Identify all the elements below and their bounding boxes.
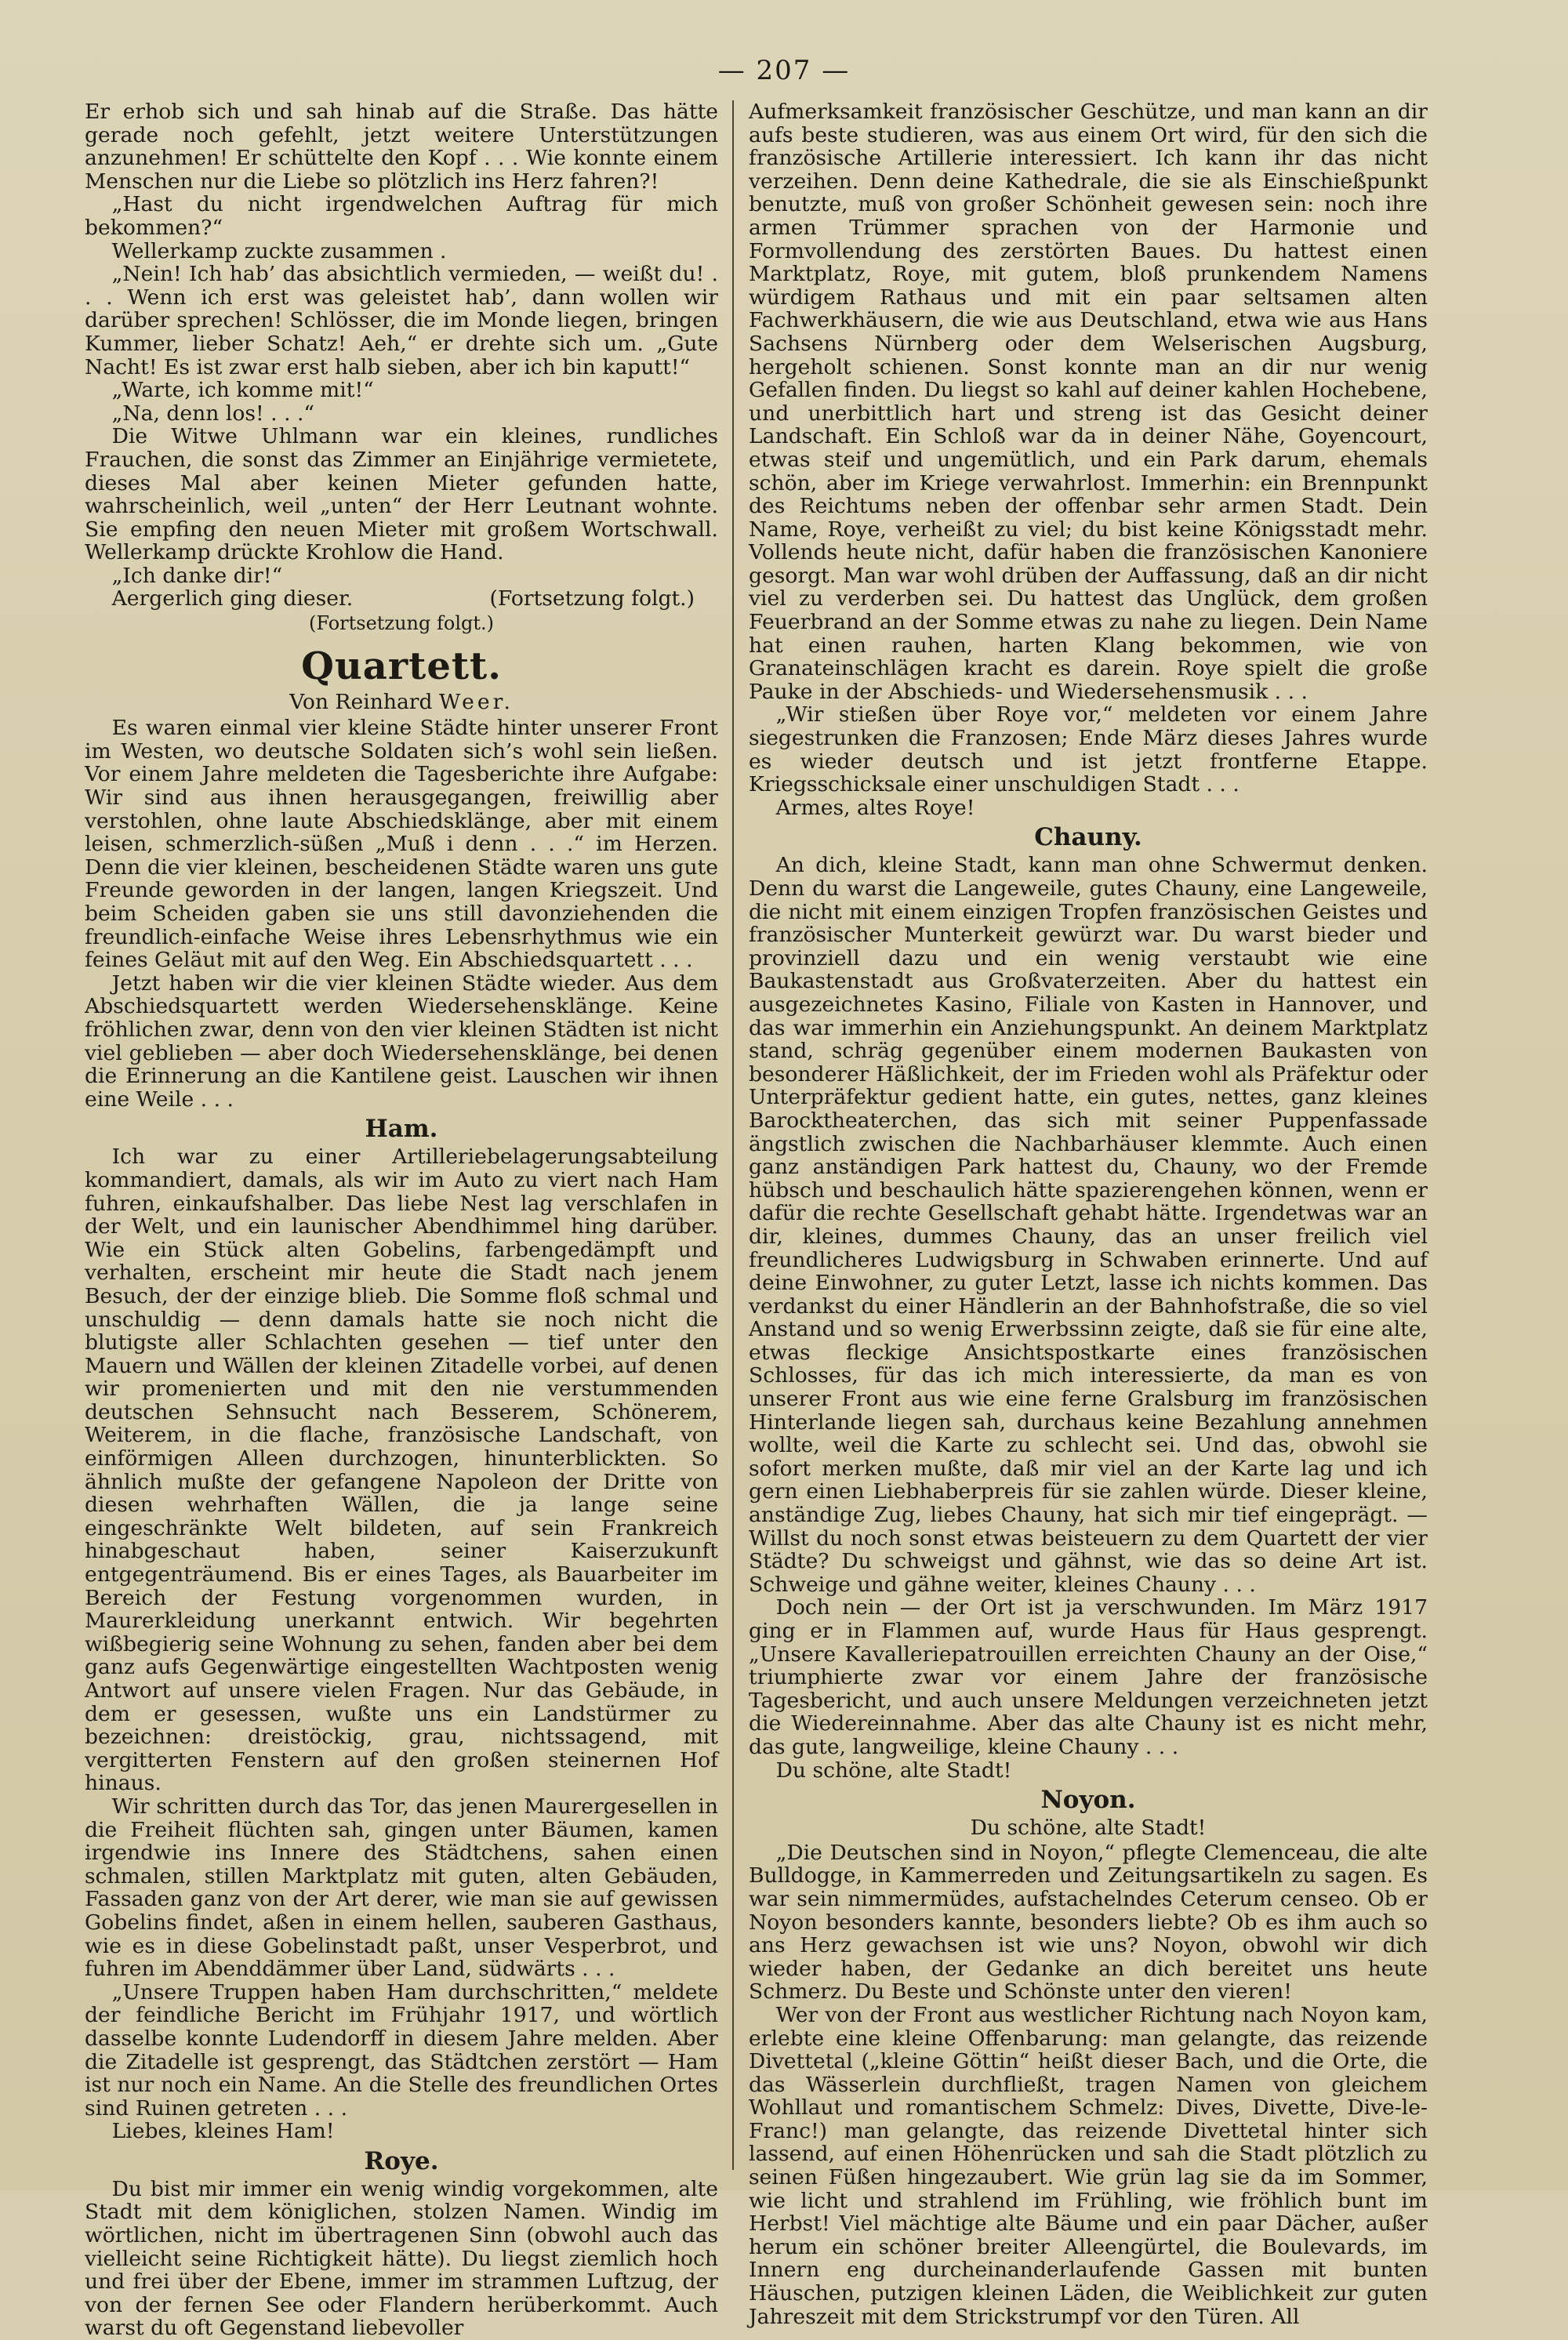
paragraph: „Ich danke dir!“ (111, 563, 283, 588)
paragraph: An dich, kleine Stadt, kann man ohne Schwermut denken. Denn du warst die Langeweile, gutes Chauny, eine Langeweile, die nicht mit einem einzigen Tropfen französischen Geistes und französischer Munterkeit gewürzt war. Du warst bieder und provinziell dazu und ein wenig verstaubt wie eine Baukastenstadt aus Großvaterzeiten. Aber du hattest ein ausgezeichnetes Kasino, Filiale von Kasten in Hannover, und das war immerhin ein Anziehungspunkt. An deinem Marktplatz stand, schräg gegenüber einem modernen Baukasten von besonderer Häßlichkeit, der im Frieden wohl als Präfektur oder Unterpräfektur gedient hatte, ein gutes, nettes, ganz kleines Barocktheaterchen, das sich mit seiner Puppenfassade ängstlich zwischen die Nachbarhäuser klemmte. Auch einen ganz anständigen Park hattest du, Chauny, wo der Fremde hübsch und beschaulich hätte spazierengehen können, wenn er dafür die rechte Gesellschaft gehabt hätte. Irgendetwas war an dir, kleines, dummes Chauny, das an unser freilich viel freundlicheres Ludwigsburg in Schwaben erinnerte. Und auf deine Einwohner, zu guter Letzt, lasse ich nichts kommen. Das verdankst du einer Händlerin an der Bahnhofstraße, die so viel Anstand und so wenig Erwerbssinn zeigte, daß sie für eine alte, etwas fleckige Ansichtspostkarte eines französischen Schlosses, für das ich mich interessierte, da man es von unserer Front aus wie eine ferne Gralsburg im französischen Hinterlande liegen sah, durchaus keine Bezahlung annehmen wollte, weil die Karte zu schlecht sei. Und das, obwohl sie sofort merken mußte, daß mir viel an der Karte lag und ich gern einen Liebhaberpreis für sie zahlen würde. Dieser kleine, anständige Zug, liebes Chauny, hat sich mir tief eingeprägt. — Willst du noch sonst etwas beisteuern zu dem Quartett der vier Städte? Du schweigst und gähnst, wie das so deine Art ist. Schweige und gähne weiter, kleines Chauny . . . (749, 853, 1428, 1597)
paragraph: Doch nein — der Ort ist ja verschwunden. Im März 1917 ging er in Flammen auf, wurde Haus für Haus gesprengt. „Unsere Kavalleriepatrouillen erreichten Chauny an der Oise,“ triumphierte zwar vor einem Jahre der französische Tagesbericht, und auch unsere Meldungen verzeichneten jetzt die Wiedereinnahme. Aber das alte Chauny ist es nicht mehr, das gute, langweilige, kleine Chauny . . . (749, 1595, 1428, 1759)
paragraph: Es waren einmal vier kleine Städte hinter unserer Front im Westen, wo deutsche Soldaten sich’s wohl sein ließen. Vor einem Jahre meldeten die Tagesberichte ihre Aufgabe: Wir sind aus ihnen herausgegangen, freiwillig aber verstohlen, ohne laute Abschiedsklänge, aber mit einem leisen, schmerzlich-süßen „Muß i denn . . .“ im Herzen. Denn die vier kleinen, bescheidenen Städte waren uns gute Freunde geworden in der langen, langen Kriegszeit. Und beim Scheiden gaben sie uns still davonziehenden die freundlich-einfache Weise ihres Lebensrhythmus wie ein feines Geläut mit auf den Weg. Ein Abschiedsquartett . . . (85, 716, 718, 973)
paragraph: Du bist mir immer ein wenig windig vorgekommen, alte Stadt mit dem königlichen, stolzen Namen. Windig im wörtlichen, nicht im übertragenen Sinn (obwohl auch das vielleicht seine Richtigkeit hätte). Du liegst ziemlich hoch und frei über der Ebene, immer im strammen Luftzug, der von der fernen See oder Flandern herüberkommt. Auch warst du oft Gegenstand liebevoller (85, 2176, 718, 2340)
paragraph: „Nein! Ich hab’ das absichtlich vermieden, — weißt du! . . . Wenn ich erst was geleistet hab’, dann wollen wir darüber sprechen! Schlösser, die im Monde liegen, bringen Kummer, lieber Schatz! Aeh,“ er drehte sich um. „Gute Nacht! Es ist zwar erst halb sieben, aber ich bin kaputt!“ (85, 262, 718, 379)
paragraph: Die Witwe Uhlmann war ein kleines, rundliches Frauchen, die sonst das Zimmer an Einjährige vermietete, dieses Mal aber keinen Mieter gefunden hatte, wahrscheinlich, weil „unten“ der Herr Leutnant wohnte. Sie empfing den neuen Mieter mit großem Wortschwall. Wellerkamp drückte Krohlow die Hand. (85, 424, 718, 565)
continuation-note: (Fortsetzung folgt.) (489, 586, 695, 611)
continuation-note-center: (Fortsetzung folgt.) (309, 612, 494, 635)
byline-name: Weer. (439, 689, 514, 714)
left-column (85, 100, 718, 2340)
paragraph: „Warte, ich komme mit!“ (111, 378, 374, 403)
paragraph: Wer von der Front aus westlicher Richtung nach Noyon kam, erlebte eine kleine Offenbarung: man gelangte, das reizende Divettetal („kleine Göttin“ heißt dieser Bach, und die Orte, die das Wässerlein durchfließt, tragen Namen von gleichem Wohllaut und romantischem Schmelz: Dives, Divette, Dive-le-Franc!) man gelangte, das reizende Divettetal hinter sich lassend, auf einen Höhenrücken und sah die Stadt plötzlich zu seinen Füßen hingezaubert. Wie grün lag sie da im Sommer, wie licht und strahlend im Frühling, wie fröhlich bunt im Herbst! Viel mächtige alte Bäume und ein paar Dächer, außer herum ein schöner breiter Alleengürtel, die Boulevards, im Innern eng durcheinanderlaufende Gassen mit bunten Häuschen, putzigen kleinen Läden, die Weiblichkeit zur guten Jahreszeit mit dem Strickstrumpf vor den Türen. All (749, 2002, 1428, 2329)
serial-closing-line (85, 587, 718, 611)
paragraph: Aufmerksamkeit französischer Geschütze, und man kann an dir aufs beste studieren, was aus einem Ort wird, für den sich die französische Artillerie interessiert. Ich kann ihr das nicht verzeihen. Denn deine Kathedrale, die sie als Einschießpunkt benutzte, muß von großer Schönheit gewesen sein: noch ihre armen Trümmer sprachen von der Harmonie und Formvollendung des zerstörten Baues. Du hattest einen Marktplatz, Roye, mit gutem, bloß prunkendem Namens würdigem Rathaus und mit ein paar seltsamen alten Fachwerkhäusern, die wie aus Deutschland, etwa wie aus Hans Sachsens Nürnberg oder dem Welserischen Augsburg, hergeholt schienen. Sonst konnte man an dir nur wenig Gefallen finden. Du liegst so kahl auf deiner kahlen Hochebene, und unerbittlich hart und streng ist das Gesicht deiner Landschaft. Ein Schloß war da in deiner Nähe, Goyencourt, etwas steif und ungemütlich, und ein Park darum, ehemals schön, aber im Kriege verwahrlost. Immerhin: ein Brennpunkt des Reichtums neben der offenbar sehr armen Stadt. Dein Name, Roye, verheißt zu viel; du bist keine Königsstadt mehr. Vollends heute nicht, dafür haben die französischen Kanoniere gesorgt. Man war wohl drüben der Auffassung, daß an dir nicht viel zu verderben sei. Du hattest das Unglück, dem großen Feuerbrand an der Somme etwas zu nahe zu liegen. Dein Name hat einen rauhen, harten Klang bekommen, wie von Granateinschlägen kracht es darein. Roye spielt die große Pauke in der Abschieds- und Wiedersehensmusik . . . (749, 100, 1428, 704)
section-title-ham: Ham. (365, 1115, 438, 1144)
paragraph: Liebes, kleines Ham! (111, 2119, 335, 2144)
paragraph: Du schöne, alte Stadt! (775, 1758, 1012, 1783)
column-divider (732, 100, 734, 2170)
paragraph: Armes, altes Roye! (775, 795, 975, 820)
article-title: Quartett. (301, 644, 502, 688)
serial-last-line: Aergerlich ging dieser. (111, 586, 354, 611)
paragraph: „Na, denn los! . . .“ (111, 401, 315, 426)
page-number: — 207 — (717, 55, 851, 86)
section-title-roye: Roye. (364, 2146, 439, 2175)
section-subtitle-noyon: Du schöne, alte Stadt! (970, 1816, 1207, 1841)
paragraph: Er erhob sich und sah hinab auf die Straße. Das hätte gerade noch gefehlt, jetzt weitere Unterstützungen anzunehmen! Er schüttelte den Kopf . . . Wie konnte einem Menschen nur die Liebe so plötzlich ins Herz fahren?! (85, 100, 718, 194)
paragraph: „Die Deutschen sind in Noyon,“ pflegte Clemenceau, die alte Bulldogge, in Kammerreden und Zeitungsartikeln zu sagen. Es war sein nimmermüdes, aufstachelndes Ceterum censeo. Ob er Noyon besonders kannte, besonders liebte? Ob es ihm auch so ans Herz gewachsen ist wie uns? Noyon, obwohl wir dich wieder haben, der Gedanke an dich bereitet uns heute Schmerz. Du Beste und Schönste unter den vieren! (749, 1840, 1428, 2004)
right-column (749, 100, 1428, 2329)
serial-section (85, 100, 718, 636)
paragraph: Wir schritten durch das Tor, das jenen Maurergesellen in die Freiheit flüchten sah, gingen unter Bäumen, kamen irgendwie ins Innere des Städtchens, sahen einen schmalen, stillen Marktplatz mit guten, alten Gebäuden, Fassaden ganz von der Art derer, wie man sie auf gewissen Gobelins findet, aßen in einem hellen, sauberen Gasthaus, wie es in diese Gobelinstadt paßt, unser Vesperbrot, und fuhren im Abenddämmer über Land, südwärts . . . (85, 1794, 718, 1982)
paragraph: „Wir stießen über Roye vor,“ meldeten vor einem Jahre siegestrunken die Franzosen; Ende März dieses Jahres wurde es wieder deutsch und ist jetzt frontferne Etappe. Kriegsschicksale einer unschuldigen Stadt . . . (749, 702, 1428, 797)
paragraph: „Unsere Truppen haben Ham durchschritten,“ meldete der feindliche Bericht im Frühjahr 1917, und wörtlich dasselbe konnte Ludendorff in diesem Jahre melden. Aber die Zitadelle ist gesprengt, das Städtchen zerstört — Ham ist nur noch ein Name. An die Stelle des freundlichen Ortes sind Ruinen getreten . . . (85, 1979, 718, 2121)
paragraph: Jetzt haben wir die vier kleinen Städte wieder. Aus dem Abschiedsquartett werden Wiedersehensklänge. Keine fröhlichen zwar, denn von den vier kleinen Städten ist nicht viel geblieben — aber doch Wiedersehensklänge, bei denen die Erinnerung an die Kantilene geist. Lauschen wir ihnen eine Weile . . . (85, 970, 718, 1112)
byline-prefix: Von Reinhard (289, 689, 433, 714)
paragraph: Ich war zu einer Artilleriebelagerungsabteilung kommandiert, damals, als wir im Auto zu viert nach Ham fuhren, einkaufshalber. Das liebe Nest lag verschlafen in der Welt, und ein launischer Abendhimmel hing darüber. Wie ein Stück alten Gobelins, farbengedämpft und verhalten, erscheint mir heute die Stadt nach jenem Besuch, der der einzige blieb. Die Somme floß schmal und unschuldig — denn damals hatte sie noch nicht die blutigste aller Schlachten gesehen — tief unter den Mauern und Wällen der kleinen Zitadelle vorbei, auf denen wir promenierten und mit den nie verstummenden deutschen Sehnsucht nach Besserem, Schönerem, Weiterem, in die flache, französische Landschaft, von einförmigen Alleen durchzogen, hinunterblickten. So ähnlich mußte der gefangene Napoleon der Dritte von diesen wehrhaften Wällen, die ja lange seine eingeschränkte Welt bildeten, auf sein Frankreich hinabgeschaut haben, seiner Kaiserzukunft entgegenträumend. Bis er eines Tages, als Bauarbeiter im Bereich der Festung vorgenommen wurden, in Maurerkleidung unerkannt entwich. Wir begehrten wißbegierig seine Wohnung zu sehen, fanden aber bei dem ganz aufs Gegenwärtige eingestellten Wachtposten wenig Antwort auf unsere vielen Fragen. Nur das Gebäude, in dem er gesessen, wußte uns ein Landstürmer zu bezeichnen: dreistöckig, grau, nichtssagend, mit vergitterten Fenstern auf den großen steinernen Hof hinaus. (85, 1145, 718, 1796)
section-title-chauny: Chauny. (1034, 823, 1142, 852)
paragraph: Wellerkamp zuckte zusammen . (111, 238, 447, 263)
article-byline (85, 691, 718, 714)
paragraph: „Hast du nicht irgendwelchen Auftrag für mich bekommen?“ (85, 192, 718, 240)
section-title-noyon: Noyon. (1040, 1786, 1136, 1815)
